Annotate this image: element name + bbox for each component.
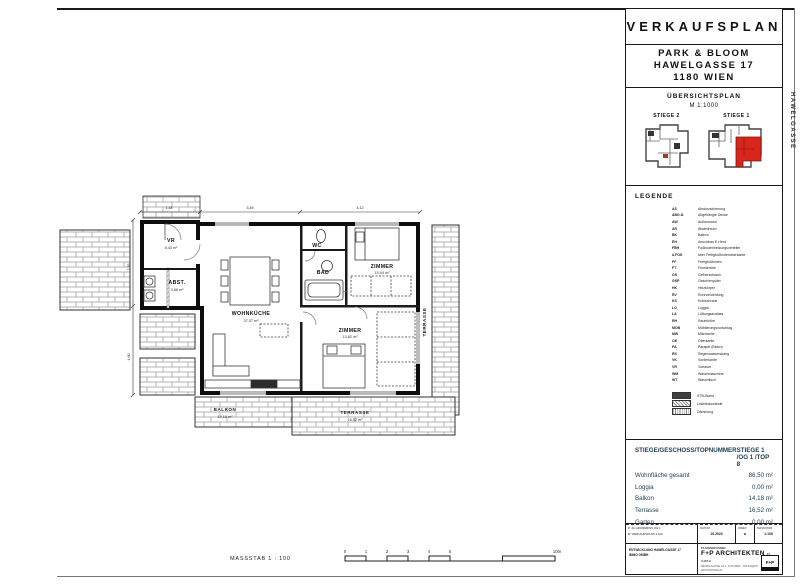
- project-city: 1180 WIEN: [673, 72, 735, 84]
- zimmer2-area: 13,82 m²: [342, 335, 358, 339]
- wardrobe-2: [377, 312, 415, 386]
- stiege-1-miniplan: [706, 121, 768, 171]
- svg-text:2: 2: [385, 549, 389, 554]
- wardrobe-1: [351, 276, 411, 296]
- wohnkueche-area: 37,57 m²: [243, 319, 259, 323]
- legend-list: [672, 206, 782, 384]
- abst-name: ABST.: [168, 280, 186, 286]
- area-table-row: Garten 0,00 m²: [635, 518, 773, 526]
- legend-item: RH Raumhöhe: [672, 318, 716, 323]
- stiege-2-miniplan: [641, 121, 693, 171]
- balkon-area: 14,18 m²: [217, 415, 233, 419]
- dining-table: [230, 257, 270, 305]
- sheet-border-bottom: [57, 576, 795, 577]
- area-table-row: Wohnfläche gesamt 86,50 m²: [635, 472, 773, 480]
- title-block-sidebar: [625, 8, 783, 575]
- legend-item: RV Rohrverkleidung: [672, 292, 724, 297]
- legend-block: [626, 186, 782, 440]
- legend-item: LA Lüftungsauslass: [672, 312, 724, 317]
- overview-title: ÜBERSICHTSPLAN: [667, 93, 741, 101]
- legend-item: EH Anschluss E-Herd: [672, 239, 727, 244]
- area-table-row: Loggia 0,00 m²: [635, 483, 773, 491]
- svg-text:5: 5: [448, 549, 452, 554]
- legend-item: GSP Geschirrspüler: [672, 279, 721, 284]
- svg-text:2,35: 2,35: [127, 263, 131, 271]
- legend-item: VK Vorderkante: [672, 358, 717, 363]
- bad-name: BAD: [316, 270, 330, 276]
- legend-item: RS Regenwasserstrang: [672, 351, 730, 356]
- legend-item: MOB Möblierungsvorschlag: [672, 325, 733, 330]
- fp-logo: F+P: [761, 555, 779, 571]
- legend-item: OK Oberkante: [672, 338, 715, 343]
- project-block: [626, 45, 782, 88]
- legend-hatches: STB-Wand Leichtbauwände Dämmung: [672, 392, 782, 416]
- legend-item: FF Fertigfußboden: [672, 259, 722, 264]
- svg-text:1,48: 1,48: [165, 206, 173, 210]
- svg-text:4,60: 4,60: [127, 353, 131, 361]
- wohnkueche-name: WOHNKÜCHE: [231, 311, 271, 317]
- project-address: HAWELGASSE 17: [653, 60, 755, 72]
- svg-text:3: 3: [406, 549, 410, 554]
- svg-text:4,12: 4,12: [356, 206, 364, 210]
- stiege-1-label: STIEGE 1: [723, 113, 750, 120]
- area-table-rows: [635, 472, 773, 525]
- legend-item: FT Fenstertüre: [672, 266, 716, 271]
- svg-text:3,49: 3,49: [246, 206, 254, 210]
- legend-item: GS Gefrierschrank: [672, 272, 721, 277]
- legend-item: AS Absturzsicherung: [672, 206, 726, 211]
- legend-item: KS Kühlschrank: [672, 299, 718, 304]
- area-table-header-label: STIEGE/GESCHOSS/TOPNUMMER: [635, 446, 737, 454]
- legend-item: VR Vorraum: [672, 365, 712, 370]
- svg-text:1: 1: [364, 549, 368, 554]
- area-table-row: Balkon 14,18 m²: [635, 495, 773, 503]
- terrasse-side-label: TERRASSE: [422, 307, 427, 337]
- terrasse-area: 16,52 m²: [347, 418, 363, 422]
- street-name-label: HAWELGASSE: [789, 92, 795, 150]
- scale-label: MASSSTAB 1 : 100: [230, 556, 291, 562]
- svg-text:4: 4: [427, 549, 431, 554]
- legend-item: MW Mikrowelle: [672, 332, 715, 337]
- vr-name: VR: [166, 238, 176, 244]
- legend-item: ü.FOK über Fertigfußbodenoberkante: [672, 252, 746, 257]
- index-cell: INDEX a: [736, 525, 755, 543]
- legend-item: AW Außenwand: [672, 220, 717, 225]
- area-table-row: Terrasse 16,52 m²: [635, 507, 773, 515]
- abst-area: 3,86 m²: [170, 288, 184, 292]
- legend-item: ABG.D. Abgehängte Decke: [672, 213, 728, 218]
- balkon-label: BALKON: [213, 407, 237, 412]
- planner-cell: PLANVERFASSER F+P ARCHITEKTEN ZT GMBH NEUBAUGASSE 12/4 · 1070 WIEN · OFFICE@FP-ARCHITEKTEN.AT F+P: [698, 544, 782, 574]
- legend-title: LEGENDE: [635, 192, 674, 200]
- terrasse-label: TERRASSE: [340, 410, 370, 415]
- datum-cell: DATUM 10.2023: [698, 525, 736, 543]
- legend-item: WM Waschmaschine: [672, 371, 724, 376]
- plan-reference-cell: P: 41 GRUNDRISS OG 1 B: VERKAUFSPLAN 1:100: [626, 525, 698, 543]
- vr-area: 8,43 m²: [164, 246, 178, 250]
- svg-text:0: 0: [343, 549, 347, 554]
- client-cell: ENTWICKLUNG HAWELGASSE 17 IMMO GMBH: [626, 544, 698, 574]
- svg-text:10m: 10m: [552, 549, 562, 554]
- area-table: [626, 440, 782, 524]
- legend-item: AR Abstellraum: [672, 226, 717, 231]
- stiege-2-label: STIEGE 2: [653, 113, 680, 120]
- project-name: PARK & BLOOM: [658, 48, 750, 60]
- zimmer1-area: 15,94 m²: [374, 271, 390, 275]
- zimmer1-name: ZIMMER: [370, 264, 394, 270]
- legend-item: LO Loggia: [672, 305, 709, 310]
- legend-item: PA Parapet (Beton): [672, 345, 723, 350]
- wc-name: WC: [312, 243, 322, 249]
- daemm-swatch: [672, 408, 691, 415]
- zimmer2-name: ZIMMER: [338, 328, 362, 334]
- area-table-header-value: STIEGE 1 /OG 1 /TOP 8: [736, 446, 770, 468]
- massstab-cell: MASSSTAB 1:100: [757, 526, 773, 536]
- legend-item: WT Waschtisch: [672, 378, 716, 383]
- overview-scale: M 1:1000: [689, 103, 719, 110]
- legend-item: HK Heizkörper: [672, 285, 715, 290]
- scale-bar: [230, 544, 580, 570]
- scale-ticks: [344, 549, 562, 554]
- floor-plan-drawing: [55, 172, 625, 472]
- wc-fixture: [317, 230, 326, 243]
- sheet-title: VERKAUFSPLAN: [626, 9, 782, 45]
- plan-title-block: [626, 524, 782, 574]
- stb-swatch: [672, 392, 691, 399]
- legend-item: BK Balkon: [672, 233, 709, 238]
- light-swatch: [672, 400, 691, 407]
- legend-item: FBH Fußbodenheizungsverteiler: [672, 246, 741, 251]
- overview-block: [626, 88, 782, 186]
